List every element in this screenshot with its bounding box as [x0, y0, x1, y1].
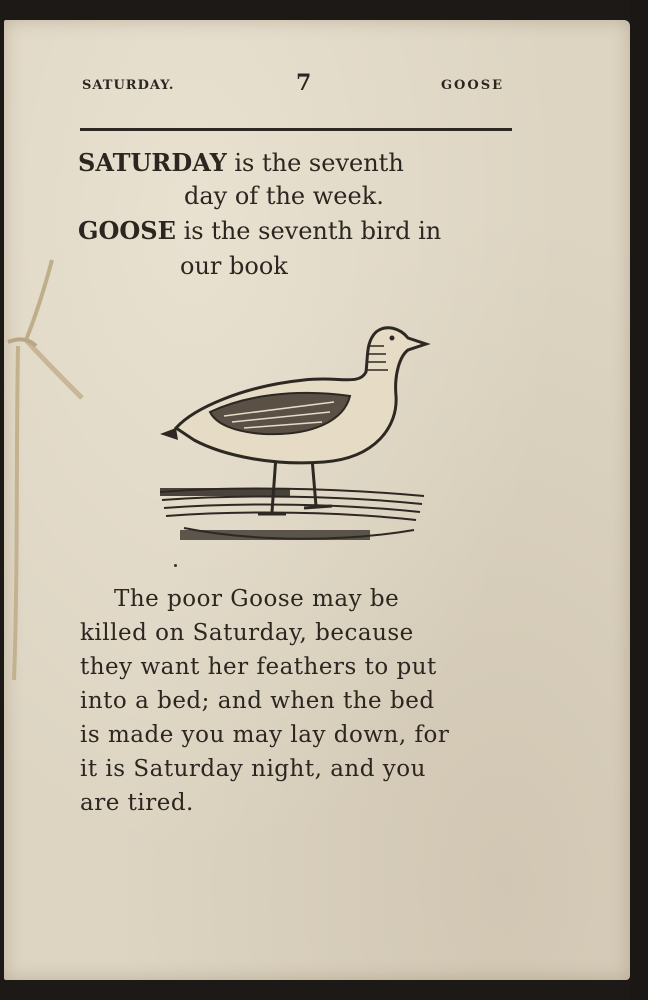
intro-line-4: our book [180, 252, 288, 280]
intro-bird-name: GOOSE [78, 216, 176, 245]
paragraph-line-7: are tired. [80, 790, 194, 816]
running-head-right: GOOSE [440, 78, 504, 93]
header-rule [80, 128, 512, 131]
paragraph-line-5: is made you may lay down, for [80, 722, 450, 748]
paragraph-line-4: into a bed; and when the bed [80, 688, 435, 714]
intro-line-2: day of the week. [184, 182, 384, 210]
paragraph-line-1: The poor Goose may be [114, 586, 400, 612]
paragraph-line-6: it is Saturday night, and you [80, 756, 426, 782]
book-page [4, 20, 630, 980]
intro-line-3-text: is the seventh bird in [175, 217, 442, 245]
paragraph-line-3: they want her feathers to put [80, 654, 437, 680]
ink-speck [174, 564, 177, 567]
background-edge [630, 0, 648, 1000]
page-number: 7 [296, 70, 312, 96]
paragraph-line-2: killed on Saturday, because [80, 620, 414, 646]
intro-day-name: SATURDAY [78, 148, 227, 177]
goose-illustration [154, 316, 434, 556]
running-head-left: SATURDAY. [82, 78, 175, 93]
intro-line-1-text: is the seventh [226, 149, 404, 177]
running-head [78, 70, 512, 106]
intro-line-3 [78, 216, 441, 245]
intro-line-1 [78, 148, 404, 177]
